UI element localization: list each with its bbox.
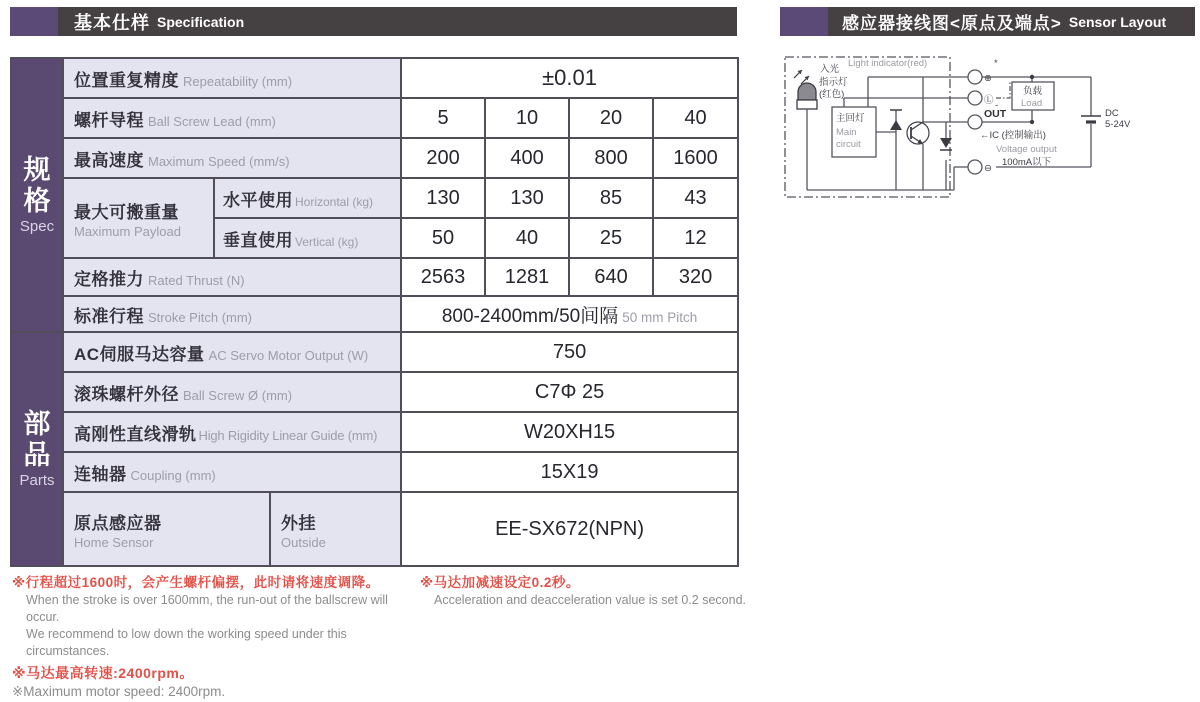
value-thrust-3: 640: [569, 258, 653, 296]
table-row: [11, 452, 738, 492]
value-coupling: 15X19: [401, 452, 738, 492]
label-repeatability: 位置重复精度 Repeatability (mm): [63, 58, 401, 98]
value-lead-2: 10: [485, 98, 569, 138]
footnotes-right: [420, 574, 750, 609]
l-terminal-dashed-wire: [996, 82, 1010, 98]
sensor-section-header: [780, 7, 1195, 36]
label-ball-screw-lead: 螺杆导程 Ball Screw Lead (mm): [63, 98, 401, 138]
label-linear-guide: 高刚性直线滑轨 High Rigidity Linear Guide (mm): [63, 412, 401, 452]
value-thrust-2: 1281: [485, 258, 569, 296]
terminal-circles: [968, 70, 982, 174]
indicator-zh-label: 指示灯: [819, 77, 848, 88]
junction-dot: [1030, 120, 1034, 124]
value-vertical-2: 40: [485, 218, 569, 258]
spec-header-title-zh: 基本仕样: [74, 12, 150, 33]
table-row: [11, 412, 738, 452]
note-acceleration-en: Acceleration and deacceleration value is set 0.2 second.: [434, 593, 746, 607]
section-spec-zh: 规格: [23, 155, 51, 216]
l-terminal-label: Ⓛ: [984, 95, 994, 106]
note-stroke-warning-zh: ※行程超过1600时，会产生螺杆偏摆，此时请将速度调降。: [12, 575, 380, 590]
dc-voltage-label: 5-24V: [1105, 119, 1131, 130]
footnotes-left: [12, 574, 412, 702]
label-max-payload: 最大可搬重量 Maximum Payload: [63, 178, 214, 258]
value-servo-output: 750: [401, 332, 738, 372]
label-max-speed: 最高速度 Maximum Speed (mm/s): [63, 138, 401, 178]
specification-table: [10, 57, 739, 567]
note-stroke-warning-en1: When the stroke is over 1600mm, the run-out of the ballscrew will occur.: [26, 593, 388, 624]
voltage-output-label: Voltage output: [996, 144, 1057, 155]
ic-output-note: ←IC (控制输出): [980, 130, 1046, 141]
out-terminal-label: OUT: [984, 108, 1007, 120]
table-row: [11, 332, 738, 372]
value-vertical-1: 50: [401, 218, 485, 258]
main-circuit-en1: Main: [836, 127, 857, 138]
table-row: [11, 138, 738, 178]
table-row: [11, 296, 738, 332]
note-acceleration-zh: ※马达加减速设定0.2秒。: [420, 575, 580, 590]
value-lead-3: 20: [569, 98, 653, 138]
section-parts-zh: 部品: [23, 409, 51, 470]
value-vertical-3: 25: [569, 218, 653, 258]
plus-terminal-label: ⊕: [984, 73, 992, 84]
l-terminal-dash: -: [995, 100, 999, 111]
value-home-sensor: EE-SX672(NPN): [401, 492, 738, 566]
header-accent-square: [10, 7, 58, 36]
value-speed-4: 1600: [653, 138, 738, 178]
table-row: [11, 98, 738, 138]
header-accent-square: [780, 7, 828, 36]
current-limit-label: 100mA以下: [1002, 157, 1052, 168]
load-en-label: Load: [1021, 98, 1043, 109]
value-repeatability: ±0.01: [401, 58, 738, 98]
value-horizontal-4: 43: [653, 178, 738, 218]
value-stroke-pitch: 800-2400mm/50间隔 50 mm Pitch: [401, 296, 738, 332]
led-indicator-icon: [794, 70, 817, 190]
value-lead-4: 40: [653, 98, 738, 138]
value-lead-1: 5: [401, 98, 485, 138]
label-rated-thrust: 定格推力 Rated Thrust (N): [63, 258, 401, 296]
section-parts-en: Parts: [19, 471, 55, 489]
load-zh-label: 负载: [1023, 86, 1043, 97]
value-horizontal-1: 130: [401, 178, 485, 218]
battery-icon: [1081, 116, 1101, 122]
table-row: [11, 58, 738, 98]
dc-label: DC: [1105, 108, 1119, 119]
table-row: [11, 258, 738, 296]
label-servo-output: AC伺服马达容量 AC Servo Motor Output (W): [63, 332, 401, 372]
note-motor-speed-zh: ※马达最高转速:2400rpm。: [12, 665, 194, 681]
value-ball-screw-diameter: C7Φ 25: [401, 372, 738, 412]
value-horizontal-3: 85: [569, 178, 653, 218]
section-spec-en: Spec: [19, 217, 55, 235]
incoming-light-label: 入光: [820, 64, 840, 75]
label-stroke-pitch: 标准行程 Stroke Pitch (mm): [63, 296, 401, 332]
label-vertical: 垂直使用 Vertical (kg): [214, 218, 401, 258]
value-speed-3: 800: [569, 138, 653, 178]
section-label-parts: [11, 332, 63, 566]
section-label-spec: [11, 58, 63, 332]
minus-terminal-label: ⊖: [984, 163, 992, 174]
value-speed-2: 400: [485, 138, 569, 178]
label-home-sensor: 原点感应器 Home Sensor: [63, 492, 270, 566]
spec-header-title-en: Specification: [157, 13, 245, 30]
indicator-color-label: (红色): [819, 89, 845, 100]
label-horizontal: 水平使用 Horizontal (kg): [214, 178, 401, 218]
spec-section-header: [10, 7, 737, 36]
value-horizontal-2: 130: [485, 178, 569, 218]
label-ball-screw-diameter: 滚珠螺杆外径 Ball Screw Ø (mm): [63, 372, 401, 412]
value-speed-1: 200: [401, 138, 485, 178]
star-note: *: [994, 58, 998, 69]
table-row: [11, 492, 738, 566]
label-coupling: 连轴器 Coupling (mm): [63, 452, 401, 492]
value-vertical-4: 12: [653, 218, 738, 258]
label-home-sensor-mount: 外挂 Outside: [270, 492, 401, 566]
sensor-wiring-diagram: [778, 48, 1198, 208]
note-motor-speed-en: ※Maximum motor speed: 2400rpm.: [12, 684, 226, 699]
sensor-header-title-en: Sensor Layout: [1068, 13, 1167, 30]
table-row: [11, 372, 738, 412]
light-indicator-label: Light indicator(red): [848, 58, 928, 69]
junction-dot: [1030, 75, 1034, 79]
table-row: [11, 178, 738, 218]
main-circuit-zh: 主回灯: [836, 113, 865, 124]
note-stroke-warning-en2: We recommend to low down the working speed under this circumstances.: [26, 627, 347, 658]
value-thrust-4: 320: [653, 258, 738, 296]
value-linear-guide: W20XH15: [401, 412, 738, 452]
sensor-header-title-zh: 感应器接线图<原点及端点>: [842, 14, 1062, 33]
transistor-icon: [907, 122, 929, 144]
main-circuit-en2: circuit: [836, 139, 861, 150]
value-thrust-1: 2563: [401, 258, 485, 296]
